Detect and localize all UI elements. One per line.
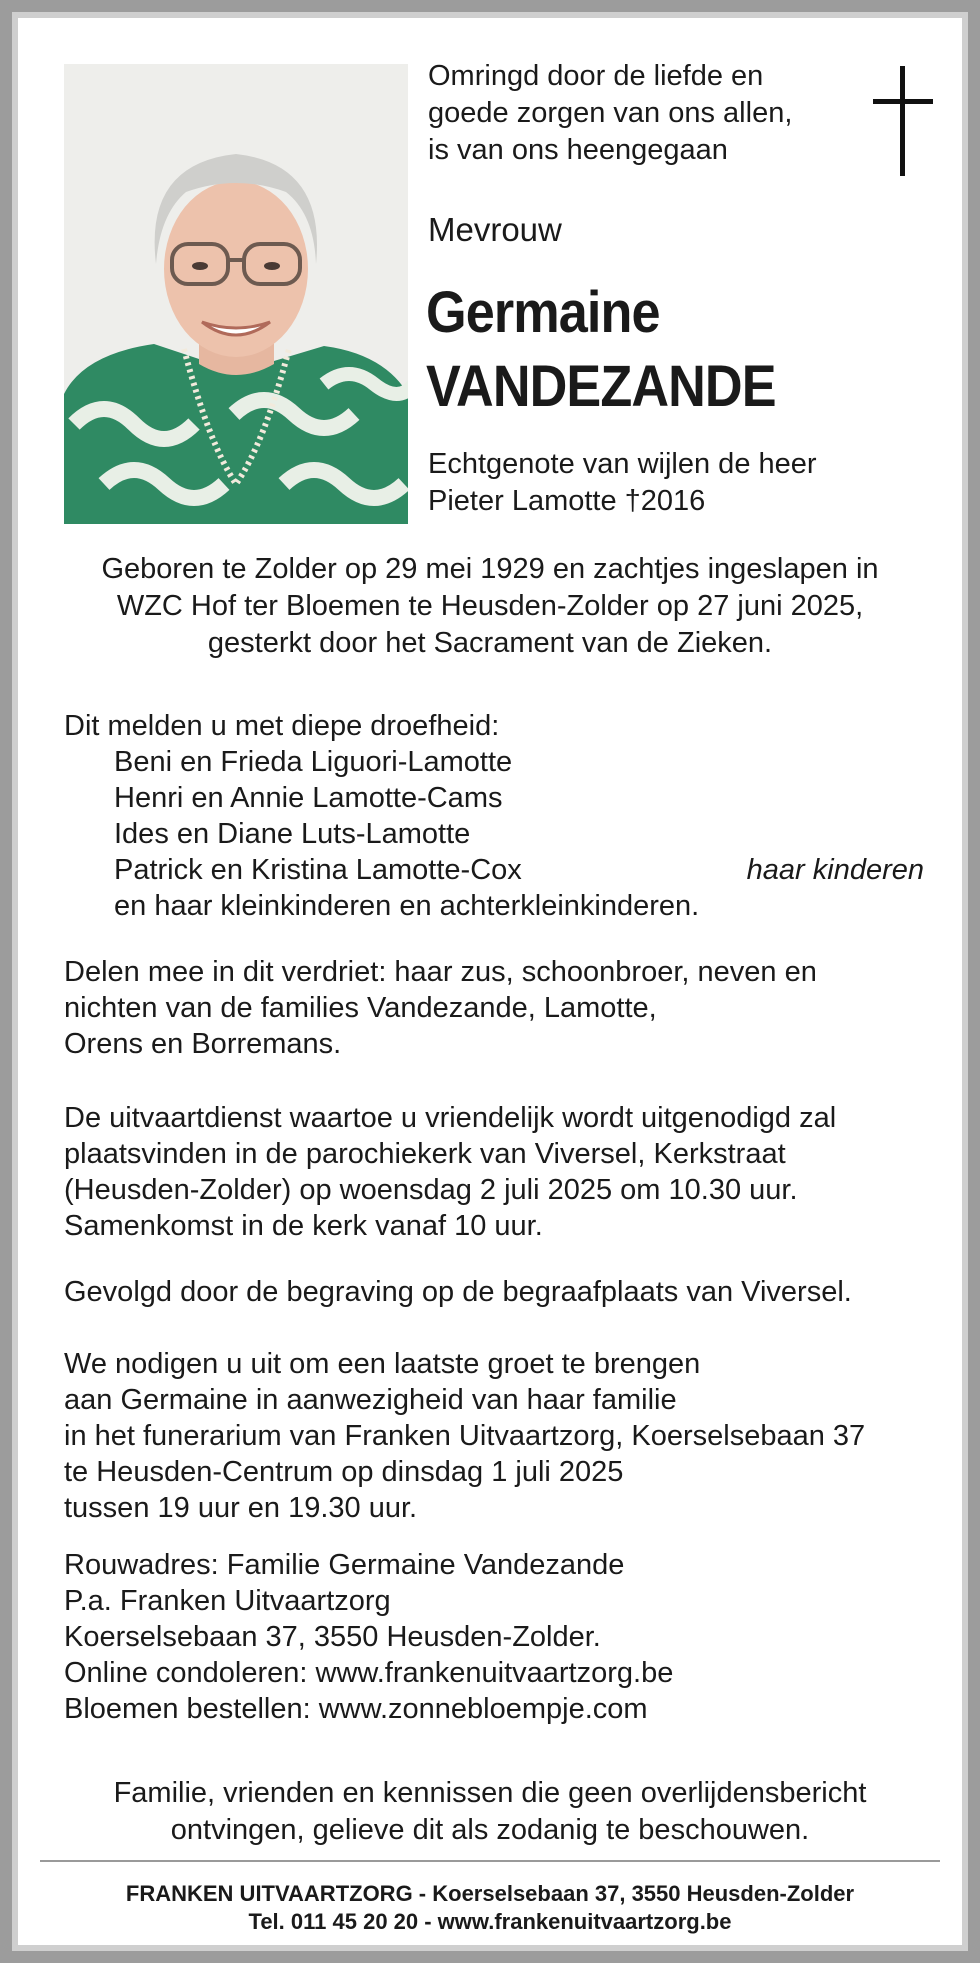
visitation-line: We nodigen u uit om een laatste groet te brengen <box>64 1348 701 1380</box>
address-line: P.a. Franken Uitvaartzorg <box>64 1585 391 1617</box>
cross-icon <box>873 66 933 176</box>
intro-line: goede zorgen van ons allen, <box>428 97 793 129</box>
footer-line: Tel. 011 45 20 20 - www.frankenuitvaartzorg.be <box>248 1909 732 1934</box>
service-line: De uitvaartdienst waartoe u vriendelijk wordt uitgenodigd zal <box>64 1102 837 1134</box>
intro-text <box>428 58 792 169</box>
address-line: Bloemen bestellen: www.zonnebloempje.com <box>64 1693 648 1725</box>
grandchildren-line: en haar kleinkinderen en achterkleinkinderen. <box>114 890 700 922</box>
visitation-line: aan Germaine in aanwezigheid van haar familie <box>64 1384 677 1416</box>
divider <box>40 1860 940 1862</box>
service-section <box>64 1100 924 1244</box>
intro-line: is van ons heengegaan <box>428 134 728 166</box>
visitation-line: te Heusden-Centrum op dinsdag 1 juli 2025 <box>64 1456 624 1488</box>
service-line: Samenkomst in de kerk vanaf 10 uur. <box>64 1210 543 1242</box>
service-line: (Heusden-Zolder) op woensdag 2 juli 2025 om 10.30 uur. <box>64 1174 798 1206</box>
portrait-photo <box>64 64 408 524</box>
deceased-name <box>426 276 776 424</box>
last-name: VANDEZANDE <box>426 354 776 419</box>
address-line: Rouwadres: Familie Germaine Vandezande <box>64 1549 625 1581</box>
service-line: plaatsvinden in de parochiekerk van Viversel, Kerkstraat <box>64 1138 786 1170</box>
family-line: Delen mee in dit verdriet: haar zus, schoonbroer, neven en <box>64 956 817 988</box>
announcers-intro: Dit melden u met diepe droefheid: <box>64 710 500 742</box>
child-entry: Henri en Annie Lamotte-Cams <box>114 782 503 814</box>
family-line: Orens en Borremans. <box>64 1028 342 1060</box>
visitation-line: tussen 19 uur en 19.30 uur. <box>64 1492 418 1524</box>
family-line: nichten van de families Vandezande, Lamotte, <box>64 992 657 1024</box>
closing-line: ontvingen, gelieve dit als zodanig te beschouwen. <box>170 1814 810 1846</box>
spouse-line: Pieter Lamotte †2016 <box>428 485 706 517</box>
funeral-home-footer <box>40 1880 940 1936</box>
child-entry-row <box>64 852 924 888</box>
closing-line: Familie, vrienden en kennissen die geen overlijdensbericht <box>113 1777 867 1809</box>
salutation: Mevrouw <box>428 211 562 248</box>
child-entry: Patrick en Kristina Lamotte-Cox <box>114 854 522 886</box>
visitation-section <box>64 1346 924 1526</box>
visitation-line: in het funerarium van Franken Uitvaartzorg, Koerselsebaan 37 <box>64 1420 866 1452</box>
spouse-line: Echtgenote van wijlen de heer <box>428 448 817 480</box>
birth-line: gesterkt door het Sacrament van de Zieken. <box>207 627 773 659</box>
child-entry: Ides en Diane Luts-Lamotte <box>114 818 471 850</box>
intro-line: Omringd door de liefde en <box>428 60 764 92</box>
family-section <box>64 954 924 1062</box>
first-name: Germaine <box>426 280 660 345</box>
spouse-info <box>428 446 817 520</box>
children-role-label: haar kinderen <box>746 854 924 886</box>
announcers-section <box>64 708 924 924</box>
birth-line: Geboren te Zolder op 29 mei 1929 en zachtjes ingeslapen in <box>101 553 879 585</box>
footer-line: FRANKEN UITVAARTZORG - Koerselsebaan 37, 3550 Heusden-Zolder <box>125 1881 855 1906</box>
address-section <box>64 1547 924 1727</box>
child-entry: Beni en Frieda Liguori-Lamotte <box>114 746 513 778</box>
birth-line: WZC Hof ter Bloemen te Heusden-Zolder op 27 juni 2025, <box>116 590 864 622</box>
birth-death-info <box>64 551 916 662</box>
address-line: Online condoleren: www.frankenuitvaartzorg.be <box>64 1657 674 1689</box>
burial-line: Gevolgd door de begraving op de begraafplaats van Viversel. <box>64 1276 852 1308</box>
closing-note <box>64 1775 916 1849</box>
address-line: Koerselsebaan 37, 3550 Heusden-Zolder. <box>64 1621 601 1653</box>
obituary-card <box>12 12 968 1951</box>
